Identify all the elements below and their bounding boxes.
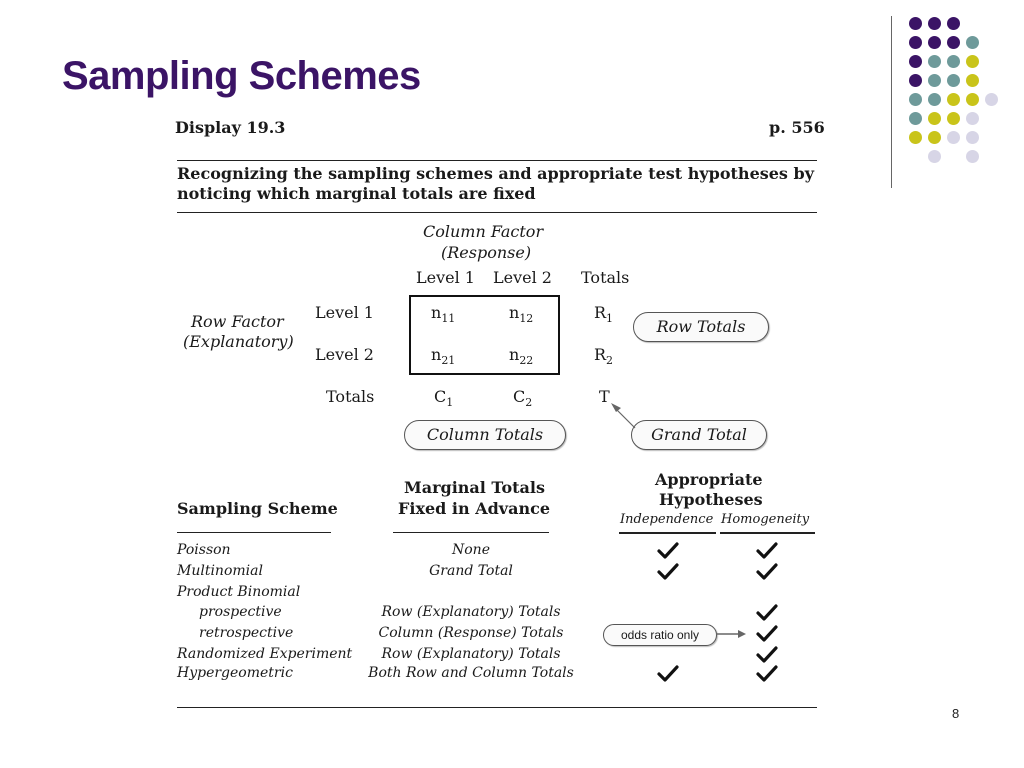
decorative-dot bbox=[947, 93, 960, 106]
decorative-dot bbox=[985, 93, 998, 106]
decorative-dot bbox=[947, 112, 960, 125]
decorative-dot bbox=[928, 17, 941, 30]
page-reference: p. 556 bbox=[769, 118, 825, 137]
decorative-dot bbox=[966, 93, 979, 106]
fixed-totals: None bbox=[452, 542, 490, 558]
scheme-name: Randomized Experiment bbox=[177, 646, 353, 662]
decorative-dot bbox=[966, 112, 979, 125]
column-level1-header: Level 1 bbox=[416, 268, 475, 287]
column-factor-label: Column Factor bbox=[423, 222, 544, 241]
fixed-totals: Grand Total bbox=[429, 563, 513, 579]
page-number: 8 bbox=[952, 706, 960, 721]
decorative-dot bbox=[909, 131, 922, 144]
row-totals-callout: Row Totals bbox=[633, 312, 769, 342]
decorative-dot bbox=[947, 55, 960, 68]
row-total-r2: $R_2$ bbox=[594, 345, 614, 367]
decorative-dot bbox=[928, 74, 941, 87]
decorative-dot bbox=[966, 74, 979, 87]
row-level1-label: Level 1 bbox=[315, 303, 374, 322]
decorative-dot bbox=[909, 93, 922, 106]
decorative-dot bbox=[909, 36, 922, 49]
odds-ratio-note: odds ratio only bbox=[603, 624, 717, 646]
row-factor-label: Row Factor bbox=[191, 312, 284, 331]
decorative-dot bbox=[928, 112, 941, 125]
row-total-r1: $R_1$ bbox=[594, 303, 614, 325]
display-label: Display 19.3 bbox=[175, 118, 286, 137]
cell-n11: $n_{11}$ bbox=[431, 303, 456, 325]
fixed-totals: Row (Explanatory) Totals bbox=[381, 646, 561, 662]
scheme-name: Hypergeometric bbox=[177, 665, 293, 681]
scheme-name: Product Binomial bbox=[177, 584, 301, 600]
scheme-name: prospective bbox=[199, 604, 282, 620]
grand-total-t: T bbox=[599, 387, 610, 406]
cell-n12: $n_{12}$ bbox=[509, 303, 534, 325]
decorative-dot bbox=[947, 17, 960, 30]
fixed-totals: Row (Explanatory) Totals bbox=[381, 604, 561, 620]
odds-ratio-arrow bbox=[175, 112, 815, 712]
decorative-dot bbox=[909, 55, 922, 68]
decorative-dot bbox=[947, 74, 960, 87]
hypotheses-header-line2: Hypotheses bbox=[659, 490, 763, 509]
row-totals-label: Totals bbox=[326, 387, 375, 406]
fixed-totals: Both Row and Column Totals bbox=[368, 665, 574, 681]
column-total-c2: $C_2$ bbox=[513, 387, 533, 409]
cell-n21: $n_{21}$ bbox=[431, 345, 456, 367]
divider-line bbox=[891, 16, 892, 188]
decorative-dot-grid bbox=[908, 14, 1008, 174]
column-totals-callout: Column Totals bbox=[404, 420, 566, 450]
decorative-dot bbox=[928, 36, 941, 49]
decorative-dot bbox=[966, 131, 979, 144]
column-totals-header: Totals bbox=[581, 268, 630, 287]
independence-header: Independence bbox=[620, 512, 714, 527]
decorative-dot bbox=[909, 74, 922, 87]
decorative-dot bbox=[909, 112, 922, 125]
decorative-dot bbox=[928, 55, 941, 68]
row-factor-sublabel: (Explanatory) bbox=[183, 332, 294, 351]
decorative-dot bbox=[928, 93, 941, 106]
decorative-dot bbox=[909, 17, 922, 30]
rule bbox=[177, 707, 817, 708]
grand-total-callout: Grand Total bbox=[631, 420, 767, 450]
sampling-scheme-header: Sampling Scheme bbox=[177, 499, 338, 518]
display-heading-line2: noticing which marginal totals are fixed bbox=[177, 184, 536, 203]
column-level2-header: Level 2 bbox=[493, 268, 552, 287]
scheme-name: Multinomial bbox=[177, 563, 263, 579]
row-level2-label: Level 2 bbox=[315, 345, 374, 364]
column-factor-sublabel: (Response) bbox=[441, 243, 532, 262]
scheme-name: Poisson bbox=[177, 542, 231, 558]
decorative-dot bbox=[928, 150, 941, 163]
display-heading-line1: Recognizing the sampling schemes and appropriate test hypotheses by bbox=[177, 164, 814, 183]
marginal-header-line1: Marginal Totals bbox=[404, 478, 546, 497]
decorative-dot bbox=[947, 131, 960, 144]
slide-title: Sampling Schemes bbox=[62, 54, 421, 98]
decorative-dot bbox=[966, 36, 979, 49]
column-total-c1: $C_1$ bbox=[434, 387, 454, 409]
fixed-totals: Column (Response) Totals bbox=[378, 625, 564, 641]
decorative-dot bbox=[947, 36, 960, 49]
marginal-header-line2: Fixed in Advance bbox=[398, 499, 551, 518]
decorative-dot bbox=[928, 131, 941, 144]
decorative-dot bbox=[966, 55, 979, 68]
homogeneity-header: Homogeneity bbox=[721, 512, 810, 527]
scheme-name: retrospective bbox=[199, 625, 294, 641]
hypotheses-header-line1: Appropriate bbox=[655, 470, 763, 489]
decorative-dot bbox=[966, 150, 979, 163]
cell-n22: $n_{22}$ bbox=[509, 345, 534, 367]
display-figure bbox=[175, 112, 825, 712]
